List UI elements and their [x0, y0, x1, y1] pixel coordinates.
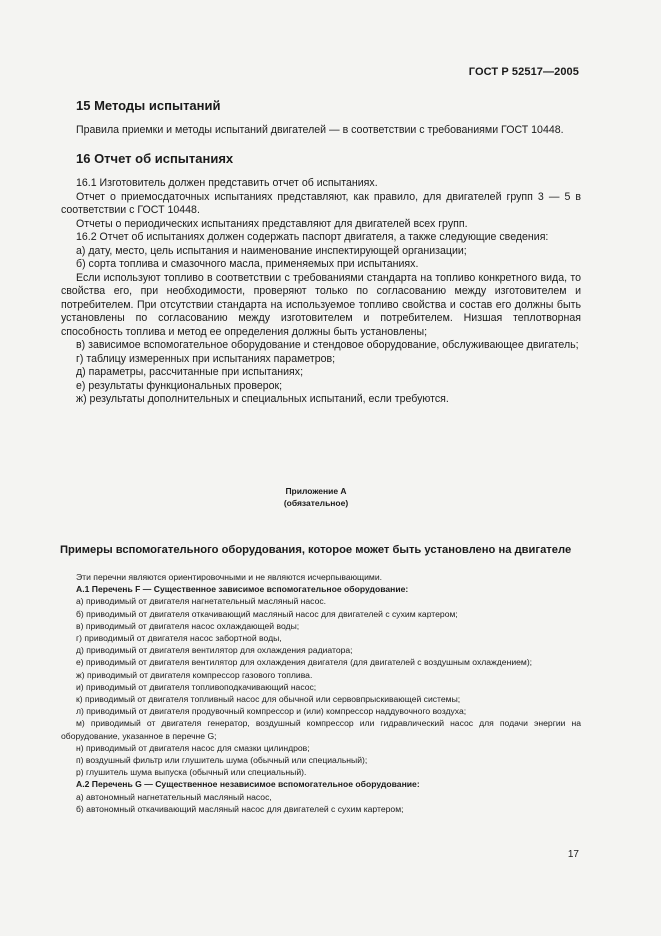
fuel-paragraph: Если используют топливо в соответствии с требованиями стандарта на топливо конкретного вида, то свойства его, при необходимости, проверяют только по согласованию между изготовителем и потребителем. При отсутствии стандарта на используемое топливо свойства и состав его должны быть установлены по согласованию между изготовителем и потребителем. Низшая теплотворная способность топлива и метод ее определения должны быть установлены;: [61, 271, 581, 338]
appendix-label: Приложение А: [285, 486, 347, 496]
list-item: ж) результаты дополнительных и специальных испытаний, если требуются.: [76, 393, 449, 405]
list-f-title: А.1 Перечень F — Существенное зависимое вспомогательное оборудование:: [76, 584, 409, 595]
paragraph: Отчет о приемосдаточных испытаниях представляют, как правило, для двигателей групп 3 — 5 в соответствии с ГОСТ 10448.: [61, 190, 581, 216]
section-15-body: [61, 124, 581, 138]
paragraph: 16.1 Изготовитель должен представить отчет об испытаниях.: [76, 177, 378, 189]
list-item: б) приводимый от двигателя откачивающий масляный насос для двигателей с сухим картером;: [76, 608, 458, 619]
list-item: е) результаты функциональных проверок;: [76, 379, 283, 392]
list-item: р) глушитель шума выпуска (обычный или специальный).: [76, 767, 307, 778]
list-item: б) автономный откачивающий масляный насос для двигателей с сухим картером;: [76, 803, 404, 814]
list-item: п) воздушный фильтр или глушитель шума (обычный или специальный);: [76, 755, 368, 766]
list-item: л) приводимый от двигателя продувочный компрессор и (или) компрессор наддувочного воздуха;: [76, 706, 467, 717]
paragraph: 16.2 Отчет об испытаниях должен содержать паспорт двигателя, а также следующие сведения:: [76, 231, 549, 243]
list-item: г) приводимый от двигателя насос забортной воды,: [76, 633, 282, 644]
page-number: 17: [567, 849, 579, 860]
section-16-title: 16 Отчет об испытаниях: [76, 151, 234, 166]
list-item: м) приводимый от двигателя генератор, воздушный компрессор или гидравлический насос для подачи энергии на оборудование, указанное в перечне G;: [61, 718, 581, 741]
list-item: а) автономный нагнетательный масляный насос,: [76, 791, 272, 802]
section-15-text: Правила приемки и методы испытаний двигателей — в соответствии с требованиями ГОСТ 10448.: [76, 124, 564, 136]
list-g-title: А.2 Перечень G — Существенное независимое вспомогательное оборудование:: [76, 779, 420, 790]
list-item: д) параметры, рассчитанные при испытаниях;: [76, 366, 304, 378]
list-item: а) приводимый от двигателя нагнетательный масляный насос.: [76, 596, 327, 607]
list-item: в) приводимый от двигателя насос охлаждающей воды;: [76, 620, 300, 631]
appendix-title: Примеры вспомогательного оборудования, которое может быть установлено на двигателе: [60, 544, 572, 556]
list-item: а) дату, место, цель испытания и наименование инспектирующей организации;: [76, 244, 467, 257]
appendix-intro: Эти перечни являются ориентировочными и не являются исчерпывающими.: [76, 572, 383, 582]
list-item: е) приводимый от двигателя вентилятор для охлаждения двигателя (для двигателей с воздушным охлаждением);: [76, 657, 533, 668]
paragraph: Отчеты о периодических испытаниях представляют для двигателей всех групп.: [76, 217, 468, 230]
appendix-status: (обязательное): [283, 498, 349, 508]
list-item: и) приводимый от двигателя топливоподкачивающий насос;: [76, 681, 317, 692]
list-item: н) приводимый от двигателя насос для смазки цилиндров;: [76, 742, 310, 753]
list-item: г) таблицу измеренных при испытаниях параметров;: [76, 352, 336, 365]
section-16-body: [61, 177, 581, 407]
list-item: в) зависимое вспомогательное оборудование и стендовое оборудование, обслуживающее двигатель;: [76, 339, 579, 351]
appendix-body: [61, 571, 581, 815]
list-item: ж) приводимый от двигателя компрессор газового топлива.: [76, 669, 313, 680]
list-item: б) сорта топлива и смазочного масла, применяемых при испытаниях.: [76, 258, 419, 270]
list-item: д) приводимый от двигателя вентилятор для охлаждения радиатора;: [76, 645, 353, 656]
section-15-title: 15 Методы испытаний: [76, 98, 221, 113]
list-item: к) приводимый от двигателя топливный насос для обычной или сервовпрыскивающей системы;: [76, 694, 461, 705]
standard-code-header: ГОСТ Р 52517—2005: [468, 66, 579, 78]
